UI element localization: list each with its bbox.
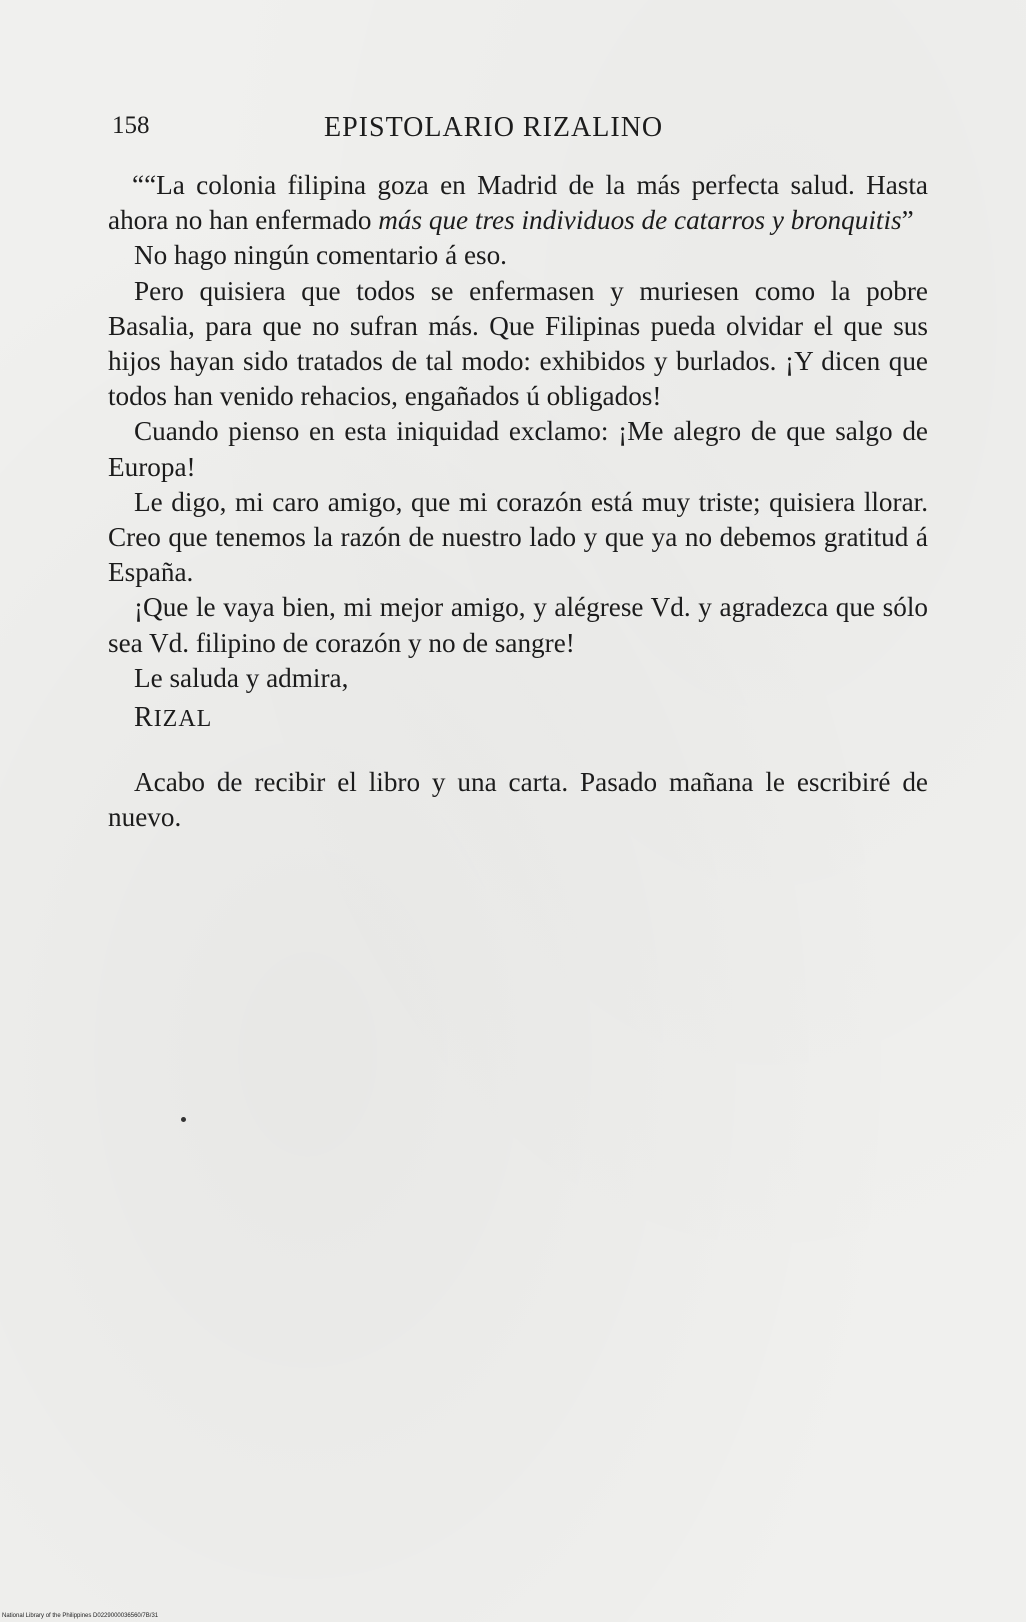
- page-header: [112, 112, 912, 152]
- letter-body: [108, 168, 928, 835]
- closing-salutation: Le saluda y admira,: [134, 662, 349, 693]
- paragraph-iniquidad: Cuando pienso en esta iniquidad exclamo: ¡Me alegro de que salgo de Europa!: [108, 416, 928, 482]
- paragraph-farewell: ¡Que le vaya bien, mi mejor amigo, y alégrese Vd. y agradezca que sólo sea Vd. filipino de corazón y no de sangre!: [108, 592, 928, 658]
- quoted-paragraph: [108, 168, 928, 238]
- signature-initial: R: [134, 702, 154, 734]
- quote-italic-text: más que tres individuos de catarros y bronquitis: [378, 205, 902, 236]
- ink-speck: [181, 1117, 186, 1122]
- postscript: Acabo de recibir el libro y una carta. Pasado mañana le escribiré de nuevo.: [108, 767, 928, 833]
- library-stamp: National Library of the Philippines D0229000036560/7B/31: [2, 1613, 159, 1619]
- page-number: 158: [112, 112, 150, 139]
- running-title: EPISTOLARIO RIZALINO: [324, 112, 664, 143]
- quote-text: ““La colonia filipina goza en Madrid de la más perfecta salud. Hasta ahora no han enfermado: [108, 170, 928, 236]
- paragraph-corazon: Le digo, mi caro amigo, que mi corazón está muy triste; quisiera llorar. Creo que tenemos la razón de nuestro lado y que ya no debemos gratitud á España.: [108, 486, 928, 588]
- paragraph-no-comment: No hago ningún comentario á eso.: [134, 240, 507, 271]
- signature-rest: IZAL: [153, 706, 213, 733]
- signature: [108, 696, 928, 741]
- quote-close-mark: ”: [901, 205, 914, 236]
- paragraph-basalia: Pero quisiera que todos se enfermasen y muriesen como la pobre Basalia, para que no sufran más. Que Filipinas pueda olvidar el que sus hijos hayan sido tratados de tal modo: exhibidos y burlados. ¡Y dicen que todos han venido rehacios, engañados ú obligados!: [108, 275, 928, 412]
